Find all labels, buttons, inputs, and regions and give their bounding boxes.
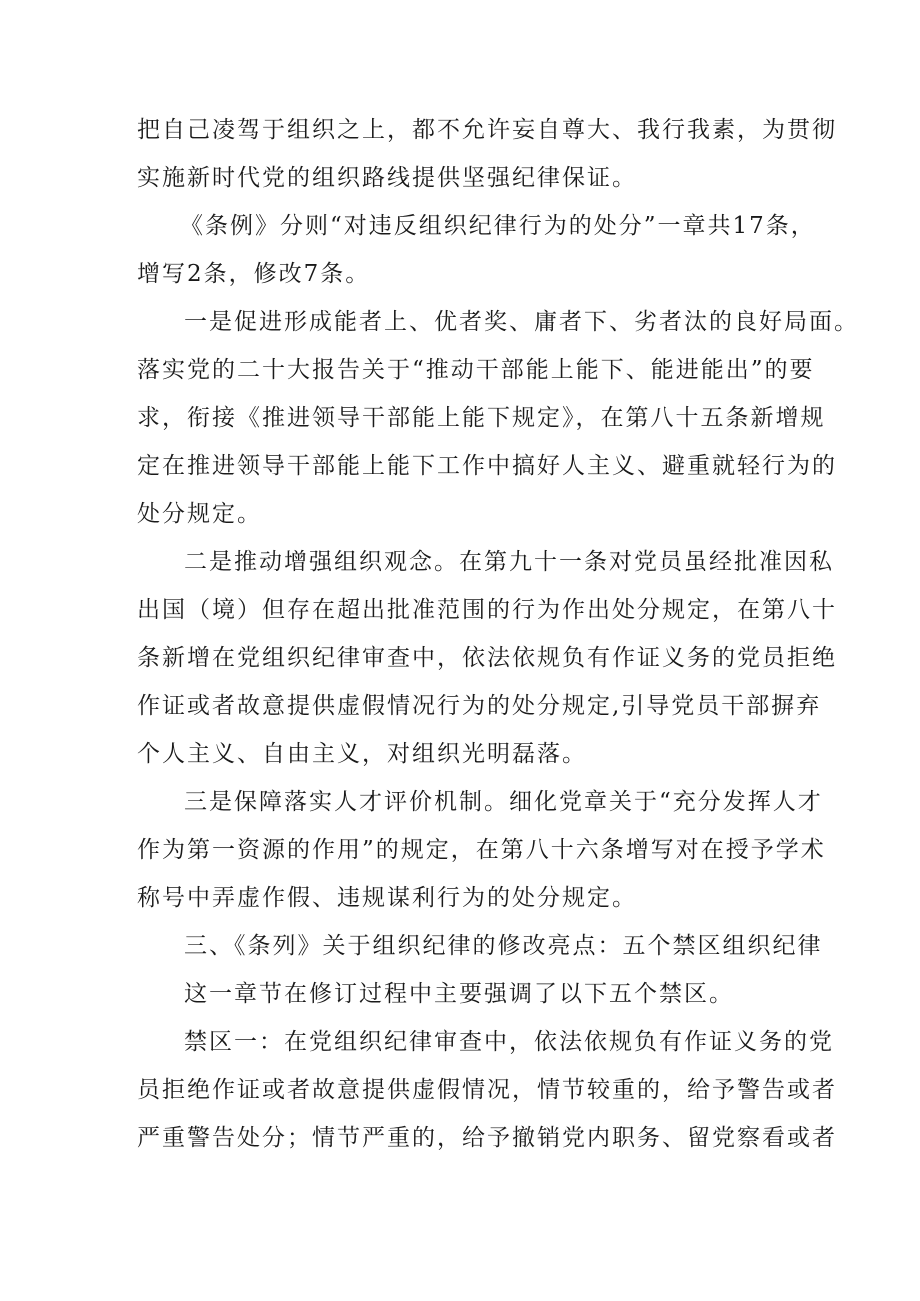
text-line: 员拒绝作证或者故意提供虚假情况，情节较重的，给予警告或者 [137, 1077, 837, 1103]
text-line: 作证或者故意提供虚假情况行为的处分规定,引导党员干部摒弃 [137, 693, 822, 719]
text-line: 这一章节在修订过程中主要强调了以下五个禁区。 [184, 981, 734, 1007]
text-line: 《条例》分则“对违反组织纪律行为的处分”一章共17条， [180, 213, 816, 239]
section-heading: 三、《条列》关于组织纪律的修改亮点：五个禁区组织纪律 [184, 933, 823, 959]
text-line: 落实党的二十大报告关于“推动干部能上能下、能进能出”的要 [137, 357, 815, 383]
text-line: 条新增在党组织纪律审查中，依法依规负有作证义务的党员拒绝 [137, 645, 837, 671]
text-line: 三是保障落实人才评价机制。细化党章关于“充分发挥人才 [184, 789, 823, 815]
text-line: 求，衔接《推进领导干部能上能下规定》，在第八十五条新增规 [137, 405, 826, 431]
text-line: 实施新时代党的组织路线提供坚强纪律保证。 [137, 165, 637, 191]
text-line: 出国（境）但存在超出批准范围的行为作出处分规定，在第八十 [137, 597, 837, 623]
text-line: 把自己凌驾于组织之上，都不允许妄自尊大、我行我素，为贯彻 [137, 117, 837, 143]
text-line: 定在推进领导干部能上能下工作中搞好人主义、避重就轻行为的 [137, 453, 837, 479]
text-line: 处分规定。 [137, 501, 262, 527]
text-line: 增写2条，修改7条。 [137, 261, 371, 287]
text-line: 禁区一：在党组织纪律审查中，依法依规负有作证义务的党 [184, 1029, 834, 1055]
text-line: 个人主义、自由主义，对组织光明磊落。 [137, 741, 587, 767]
text-line: 一是促进形成能者上、优者奖、庸者下、劣者汰的良好局面。 [184, 309, 859, 335]
text-line: 二是推动增强组织观念。在第九十一条对党员虽经批准因私 [184, 549, 834, 575]
text-line: 作为第一资源的作用”的规定，在第八十六条增写对在授予学术 [137, 837, 826, 863]
text-line: 称号中弄虚作假、违规谋利行为的处分规定。 [137, 885, 637, 911]
text-line: 严重警告处分；情节严重的，给予撤销党内职务、留党察看或者 [137, 1125, 837, 1151]
